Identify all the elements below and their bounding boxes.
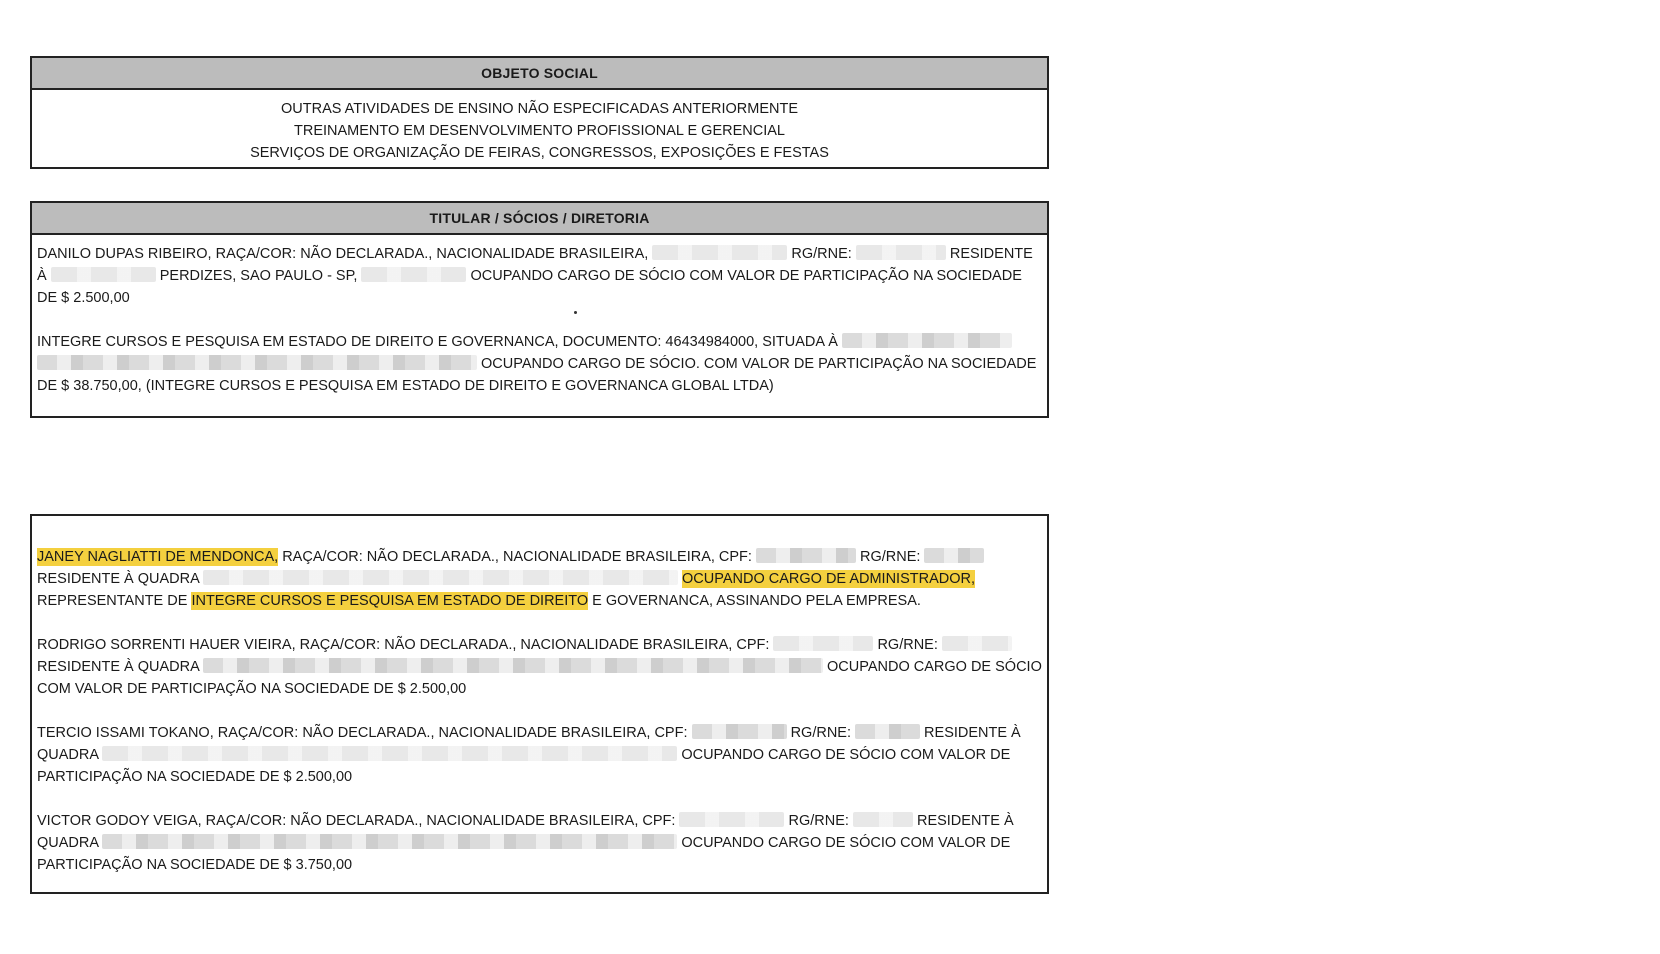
entry-text: E GOVERNANCA, ASSINANDO PELA EMPRESA. [592, 593, 921, 609]
redacted-rg [924, 548, 984, 563]
entry-text: OCUPANDO CARGO DE SÓCIO COM VALOR DE PARTICIPAÇÃO NA SOCIEDADE DE $ 3.750,00 [37, 835, 1011, 873]
highlight-name: JANEY NAGLIATTI DE MENDONCA, [37, 549, 279, 565]
redacted-address [102, 834, 677, 849]
objeto-social-header: OBJETO SOCIAL [32, 58, 1047, 90]
partner-entry-rodrigo [32, 634, 1047, 700]
redacted-address [51, 267, 156, 282]
titular-socios-box [30, 201, 1049, 418]
redacted-rg [853, 812, 913, 827]
rg-label: RG/RNE: [790, 725, 851, 741]
entry-text: OCUPANDO CARGO DE SÓCIO COM VALOR DE PARTICIPAÇÃO NA SOCIEDADE DE $ 2.500,00 [37, 268, 1022, 306]
socios-box [30, 514, 1049, 894]
entry-text: TERCIO ISSAMI TOKANO, RAÇA/COR: NÃO DECLARADA., NACIONALIDADE BRASILEIRA, CPF: [37, 725, 688, 741]
titular-socios-header: TITULAR / SÓCIOS / DIRETORIA [32, 203, 1047, 235]
objeto-social-item: TREINAMENTO EM DESENVOLVIMENTO PROFISSIONAL E GERENCIAL [294, 123, 785, 139]
stray-dot [574, 311, 577, 314]
residence-label: RESIDENTE À [37, 246, 1033, 284]
redacted-rg [855, 724, 920, 739]
rg-label: RG/RNE: [860, 549, 921, 565]
entry-text: INTEGRE CURSOS E PESQUISA EM ESTADO DE DIREITO E GOVERNANCA, DOCUMENTO: 46434984000, SITUADA À [37, 334, 838, 350]
redacted-cpf [773, 636, 873, 651]
entry-text: OCUPANDO CARGO DE SÓCIO COM VALOR DE PARTICIPAÇÃO NA SOCIEDADE DE $ 2.500,00 [37, 747, 1011, 785]
entry-text: OCUPANDO CARGO DE SÓCIO. COM VALOR DE PARTICIPAÇÃO NA SOCIEDADE DE $ 38.750,00, (INTEGRE CURSOS E PESQUISA EM ESTADO DE DIREITO E GOVERNANCA GLOBAL LTDA) [37, 356, 1037, 394]
redacted-cpf [692, 724, 787, 739]
redacted-cpf [756, 548, 856, 563]
partner-entry-danilo [32, 243, 1047, 309]
redacted-address [203, 570, 678, 585]
entry-text: VICTOR GODOY VEIGA, RAÇA/COR: NÃO DECLARADA., NACIONALIDADE BRASILEIRA, CPF: [37, 813, 676, 829]
objeto-social-list [32, 90, 1047, 164]
rg-label: RG/RNE: [788, 813, 849, 829]
redacted-address [102, 746, 677, 761]
entry-text: RODRIGO SORRENTI HAUER VIEIRA, RAÇA/COR: NÃO DECLARADA., NACIONALIDADE BRASILEIRA, CPF: [37, 637, 770, 653]
rg-label: RG/RNE: [877, 637, 938, 653]
entry-text: DANILO DUPAS RIBEIRO, RAÇA/COR: NÃO DECLARADA., NACIONALIDADE BRASILEIRA, [37, 246, 649, 262]
entry-text: OCUPANDO CARGO DE SÓCIO COM VALOR DE PARTICIPAÇÃO NA SOCIEDADE DE $ 2.500,00 [37, 659, 1042, 697]
entry-text: PERDIZES, SAO PAULO - SP, [159, 268, 358, 284]
residence-label: RESIDENTE À QUADRA [37, 813, 1014, 851]
rg-label: RG/RNE: [791, 246, 852, 262]
redacted-address [203, 658, 823, 673]
partner-entry-victor [32, 810, 1047, 876]
entry-text: REPRESENTANTE DE [37, 593, 188, 609]
partner-entry-integre [32, 331, 1047, 397]
objeto-social-item: SERVIÇOS DE ORGANIZAÇÃO DE FEIRAS, CONGRESSOS, EXPOSIÇÕES E FESTAS [250, 145, 829, 161]
objeto-social-item: OUTRAS ATIVIDADES DE ENSINO NÃO ESPECIFICADAS ANTERIORMENTE [281, 101, 798, 117]
redacted-rg [942, 636, 1012, 651]
highlight-role: OCUPANDO CARGO DE ADMINISTRADOR, [682, 571, 975, 587]
objeto-social-box [30, 56, 1049, 169]
redacted-cpf [652, 245, 787, 260]
partner-entry-janey [32, 546, 1047, 612]
residence-label: RESIDENTE À QUADRA [37, 659, 199, 675]
partner-entry-tercio [32, 722, 1047, 788]
entry-text: RAÇA/COR: NÃO DECLARADA., NACIONALIDADE BRASILEIRA, CPF: [282, 549, 752, 565]
residence-label: RESIDENTE À QUADRA [37, 725, 1021, 763]
highlight-company: INTEGRE CURSOS E PESQUISA EM ESTADO DE DIREITO [191, 593, 589, 609]
residence-label: RESIDENTE À QUADRA [37, 571, 199, 587]
redacted-cpf [679, 812, 784, 827]
redacted-address [37, 355, 477, 370]
redacted-rg [856, 245, 946, 260]
redacted-cep [361, 267, 466, 282]
redacted-address [842, 333, 1012, 348]
